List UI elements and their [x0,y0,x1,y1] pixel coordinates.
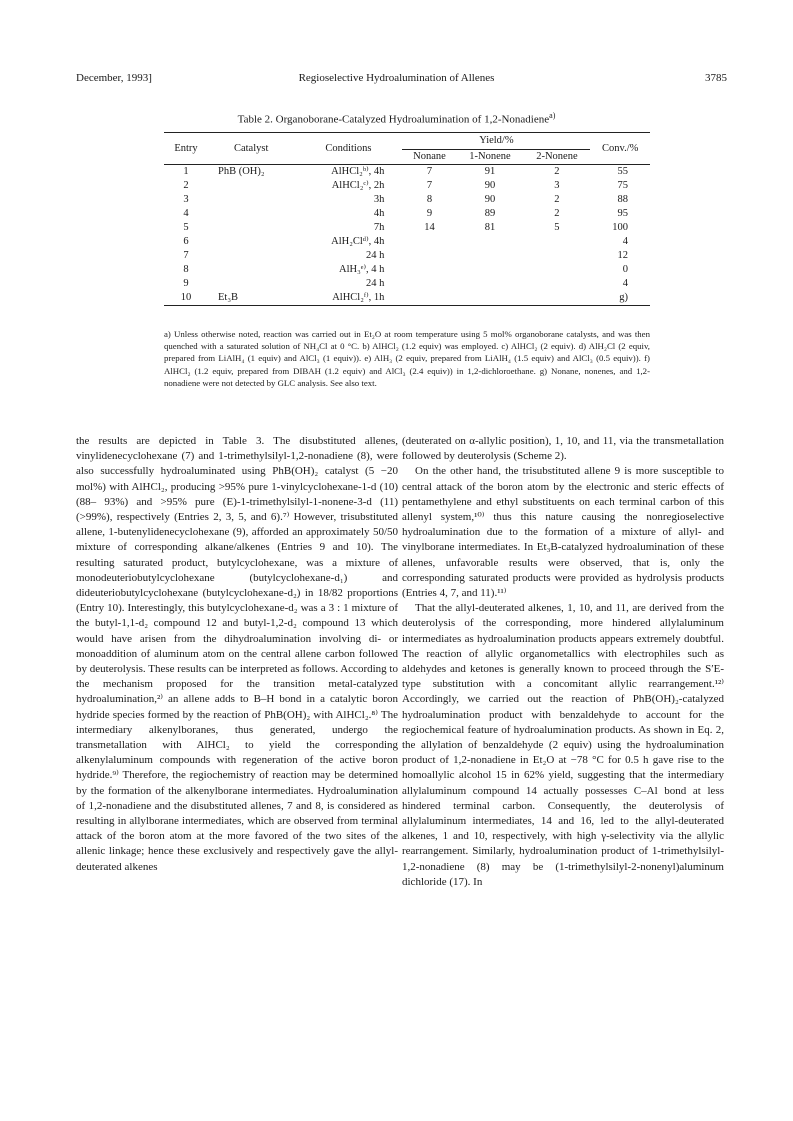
table-cell-n1: 89 [484,208,496,219]
table-cell-catalyst [208,235,294,249]
table-row [164,235,650,249]
table-cell-conditions: 4h [373,208,385,219]
col-header-conditions: Conditions [325,142,372,154]
table-cell-entry: 10 [164,291,208,306]
table-cell-conv: 75 [617,180,628,191]
table-cell-nonane: 8 [426,194,433,205]
table-cell-conv: 95 [617,208,628,219]
paragraph: the results are depicted in Table 3. The disubstituted allenes, vinylidenecyclohexane (7) and 1-trimethylsilyl-1,2-nonadiene (8), were also successfully hydroaluminated using PhB(OH)₂ catalyst (5 −20 mol%) with AlHCl₂, producing >95% pure 1-vinylcyclohexane-1-d (10) (88– 93%) and >95% pure (E)-1-trimethylsilyl-1-nonene-3-d (11) (>99%), respectively (Entries 2, 3, 5, and 6).⁷⁾ However, trisubstituted allene, 1-butenylidenecyclohexane (9), afforded an approximately 50/50 mixture of corresponding alkane/alkenes (Entries 9 and 10). The resulting saturated product, butylcyclohexane, was a mixture of monodeuteriobutylcyclohexane (butylcyclohexane-d₁) and dideuteriobutylcyclohexane (butylcyclohexane-d₂) in 18/82 proportions (Entry 10). Interestingly, this butylcyclohexane-d₂ was a 3 : 1 mixture of the butyl-1,1-d₂ compound 12 and butyl-1,2-d₂ compound 13 which would have arisen from the dihydroalumination involving di- or monoaddition of aluminum atom on the central allene carbon followed by deuterolysis. These results can be interpreted as follows. According to the mechanism proposed for the transition metal-catalyzed hydroalumination,²⁾ an allene adds to B–H bond in a catalytic boron hydride species formed by the reaction of PhB(OH)₂ with AlHCl₂.⁸⁾ The intermediary alkenylboranes, thus generated, undergo the transmetallation with AlHCl₂ to yield the corresponding alkenylaluminum compounds with regeneration of the active boron hydride.⁹⁾ Therefore, the regiochemistry of reaction may be determined by the formation of the alkenylborane intermediates. Hydroalumination of 1,2-nonadiene and the disubstituted allenes, 7 and 8, is considered as resulting in allylborane intermediates, which are observed from terminal attack of the boron atom at the more favored of the two sites of the allenic linkage; hence these exclusively and respectively gave the allyl-deuterated alkenes [76,435,398,873]
table-cell-conv: 88 [617,194,628,205]
table-cell-conditions: AlHCl₂ᶜ⁾, 2h [331,180,385,191]
table-cell-nonane: 7 [426,180,433,191]
table-row [164,179,650,193]
table-cell-conditions: 24 h [366,278,385,289]
table-cell-conv: 12 [617,250,628,261]
table-cell-entry: 4 [183,208,189,219]
table-row [164,193,650,207]
table-cell-catalyst: PhB (OH)₂ [218,166,265,177]
table-cell-n1: 90 [484,194,496,205]
table-cell-entry: 3 [183,194,189,205]
table-cell-entry: 2 [183,180,189,191]
table-row [164,263,650,277]
col-header-nonane: Nonane [413,151,446,162]
table-cell-n2: 2 [554,166,560,177]
table-cell-conv: 0 [622,264,628,275]
table-cell-n2 [523,249,590,263]
table-cell-nonane [402,249,456,263]
table-cell-catalyst [208,179,294,193]
page-number: 3785 [705,72,727,84]
table-row [164,207,650,221]
table-row [164,277,650,291]
table-cell-n1 [456,291,523,306]
table-cell-conv: 4 [622,236,628,247]
col-header-catalyst: Catalyst [233,142,269,154]
table-cell-conditions: 24 h [366,250,385,261]
table-cell-n2 [523,235,590,249]
table-cell-conditions: AlHCl₂ᶠ⁾, 1h [294,291,402,306]
table-cell-n2 [523,277,590,291]
table-cell-entry: 6 [183,236,189,247]
table-cell-conv: 100 [612,222,628,233]
table-cell-conv: 4 [622,278,628,289]
table-cell-entry: 8 [183,264,189,275]
table-cell-nonane: 14 [424,222,435,233]
table-cell-catalyst [208,277,294,291]
col-header-conv: Conv./% [602,142,639,154]
paragraph: (deuterated on α-allylic position), 1, 10, and 11, via the transmetallation followed by deuterolysis (Scheme 2). [402,435,724,463]
table-cell-nonane [402,277,456,291]
table-row [164,165,650,180]
col-header-2-nonene: 2-Nonene [536,151,578,162]
table-cell-nonane [402,235,456,249]
table-cell-n2: 2 [554,194,560,205]
col-header-yield: Yield/% [402,133,590,150]
results-table [164,132,650,306]
body-column-right [402,434,724,890]
table-cell-conditions: 3h [373,194,385,205]
table-cell-n2: 2 [554,208,560,219]
col-header-entry: Entry [174,142,198,154]
col-header-1-nonene: 1-Nonene [469,151,511,162]
table-cell-n1 [456,277,523,291]
paragraph: On the other hand, the trisubstituted allene 9 is more susceptible to central attack of the boron atom by the electronic and steric effects of pentamethylene and ethyl substituents on each terminal carbon of this allenyl system,¹⁰⁾ thus this nature causing the nonregioselective hydroalumination due to the formation of a mixture of allyl- and vinylborane intermediates. In Et₃B-catalyzed hydroalumination of these allenes, unfavorable results were observed, that is, only the corresponding saturated products were provided as hydrolysis products (Entries 4, 7, and 11).¹¹⁾ [402,465,724,600]
table-cell-n1 [456,249,523,263]
table-cell-n1 [456,235,523,249]
table-cell-conditions: AlH₃ᵉ⁾, 4 h [339,264,385,275]
table-caption: Table 2. Organoborane-Catalyzed Hydroalumination of 1,2-Nonadiene$^{a)}$ [237,111,556,126]
table-cell-n1 [456,263,523,277]
table-footnotes: a) Unless otherwise noted, reaction was carried out in Et₂O at room temperature using 5 mol% organoborane catalysts, and was then quenched with a saturated solution of NH₄Cl at 0 °C. b) AlHCl₂ (1.2 equiv) was employed. c) AlHCl₂ (2 equiv). d) AlH₂Cl (2 equiv, prepared from LiAlH₄ (1 equiv) and AlCl₃ (1 equiv)). e) AlH₃ (2 equiv, prepared from LiAlH₄ (1.5 equiv) and AlCl₃ (0.5 equiv)). f) AlHCl₂ (1.2 equiv, prepared from DIBAH (1.2 equiv) and AlCl₃ (2.4 equiv)) in 1,2-dichloroethane. g) Nonane, nonenes, and 1,2-nonadiene were not detected by GLC analysis. See also text. [164,329,650,388]
table-cell-entry: 7 [183,250,189,261]
paragraph: That the allyl-deuterated alkenes, 1, 10, and 11, are derived from the deuterolysis of the corresponding, more hindered allylaluminum intermediates as hydroalumination products appears extremely doubtful. The reaction of allylic organometallics with electrophiles such as aldehydes and ketones is generally known to proceed through the S′E-type substitution with a concomitant allylic rearrangement.¹²⁾ Accordingly, we carried out the reaction of PhB(OH)₂-catalyzed hydroalumination product with benzaldehyde to account for the regiochemical feature of hydroalumination products. As shown in Eq. 2, the allylation of benzaldehyde (2 equiv) using the hydroalumination product of 1,2-nonadiene in Et₂O at −78 °C for 0.5 h gave rise to the homoallylic alcohol 15 in 62% yield, suggesting that the intermediary allylaluminum compound 14 actually possesses C–Al bond at less hindered terminal carbon. Consequently, the deuterolysis of allylaluminum intermediates, 14 and 16, led to the allyl-deuterated alkenes, 1 and 10, respectively, with high γ-selectivity via the allylic rearrangement. Similarly, hydroalumination product of 1-trimethylsilyl-1,2-nonadiene (8) may be (1-trimethylsilyl-2-nonenyl)aluminum dichloride (17). In [402,602,724,888]
table-cell-conditions: 7h [373,222,385,233]
table-cell-conv: g) [590,291,650,306]
table-cell-nonane: 7 [426,166,433,177]
table-cell-entry: 9 [183,278,189,289]
running-head-title: Regioselective Hydroalumination of Allenes [298,72,495,84]
table-cell-nonane [402,263,456,277]
table-cell-conv: 55 [617,166,628,177]
table-cell-conditions: AlH₂Clᵈ⁾, 4h [331,236,385,247]
table-cell-n1: 91 [484,166,496,177]
table-cell-catalyst [208,249,294,263]
table-row [164,221,650,235]
table-cell-n2 [523,263,590,277]
table-row [164,249,650,263]
table-cell-catalyst [208,207,294,221]
table-cell-catalyst [208,193,294,207]
table-cell-nonane [402,291,456,306]
table-cell-n2: 5 [554,222,560,233]
table-cell-nonane: 9 [426,208,433,219]
table-cell-catalyst [208,263,294,277]
table-cell-conditions: AlHCl₂ᵇ⁾, 4h [331,166,385,177]
table-cell-n2: 3 [554,180,560,191]
table-cell-catalyst: Et₃B [208,291,294,306]
table-row [164,291,650,306]
table-cell-n1: 90 [484,180,496,191]
table-cell-n1: 81 [484,222,496,233]
running-head-date: December, 1993] [76,72,152,84]
table-cell-entry: 5 [183,222,189,233]
body-column-left [76,434,398,875]
table-cell-catalyst [208,221,294,235]
table-cell-n2 [523,291,590,306]
table-cell-entry: 1 [183,166,189,177]
